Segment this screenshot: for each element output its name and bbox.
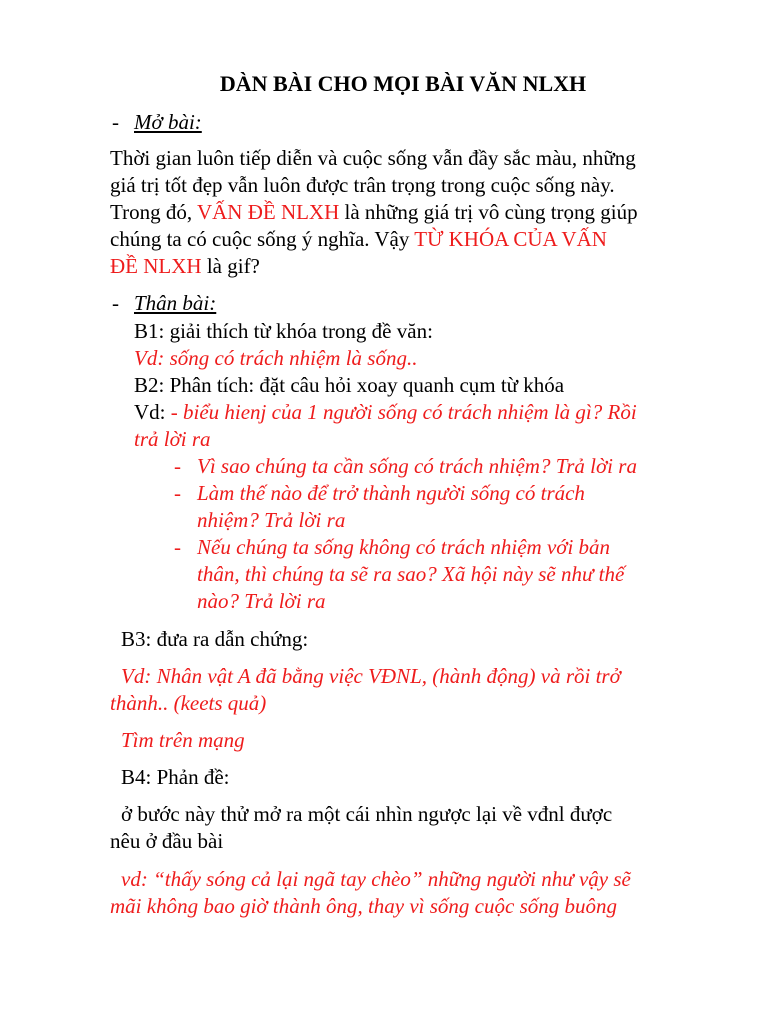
b3-search-note: Tìm trên mạng: [121, 728, 245, 752]
b2-example-line-2: trả lời ra: [134, 427, 211, 451]
mo-bai-line-2: [110, 172, 615, 199]
bullet-1-line-1: Vì sao chúng ta cần sống có trách nhiệm? Trả lời ra: [197, 454, 637, 478]
b2-example-label: Vd:: [134, 400, 171, 424]
b2-step: B2: Phân tích: đặt câu hỏi xoay quanh cụm từ khóa: [134, 373, 565, 397]
mo-bai-dash: -: [112, 110, 119, 134]
b1-example: Vd: sống có trách nhiệm là sống..: [134, 346, 418, 370]
bullet-2-dash: -: [174, 481, 181, 505]
bullet-1-dash: -: [174, 454, 181, 478]
mo-bai-line-5: [110, 253, 260, 280]
b4-text-line-2: nêu ở đầu bài: [110, 829, 224, 853]
document-title: DÀN BÀI CHO MỌI BÀI VĂN NLXH: [219, 71, 587, 96]
mo-bai-line-4-keyword: TỪ KHÓA CỦA VẤN: [414, 227, 607, 251]
b3-step: B3: đưa ra dẫn chứng:: [121, 627, 309, 651]
mo-bai-line-4: [110, 226, 607, 253]
mo-bai-line-1-text: Thời gian luôn tiếp diễn và cuộc sống vẫn đầy sắc màu, những: [110, 146, 636, 170]
mo-bai-line-1: [110, 145, 636, 172]
b2-example-line-1: [134, 399, 637, 426]
than-bai-dash: -: [112, 291, 119, 315]
b4-example-line-1: vd: “thấy sóng cả lại ngã tay chèo” những người như vậy sẽ: [121, 867, 631, 891]
mo-bai-line-3-keyword: VẤN ĐỀ NLXH: [196, 200, 340, 224]
b4-text-line-1: ở bước này thử mở ra một cái nhìn ngược lại về vđnl được: [121, 802, 613, 826]
than-bai-heading: Thân bài:: [134, 291, 217, 315]
mo-bai-line-5-keyword: ĐỀ NLXH: [110, 254, 202, 278]
bullet-3-dash: -: [174, 535, 181, 559]
bullet-2-line-2: nhiệm? Trả lời ra: [197, 508, 346, 532]
mo-bai-heading: Mở bài:: [134, 110, 202, 134]
mo-bai-line-2-text: giá trị tốt đẹp vẫn luôn được trân trọng trong cuộc sống này.: [110, 173, 615, 197]
mo-bai-line-3-text-a: Trong đó,: [110, 200, 197, 224]
bullet-3-line-2: thân, thì chúng ta sẽ ra sao? Xã hội này sẽ như thế: [197, 562, 625, 586]
b3-example-line-2: thành.. (keets quả): [110, 691, 267, 715]
bullet-2-line-1: Làm thế nào để trở thành người sống có trách: [197, 481, 585, 505]
bullet-3-line-3: nào? Trả lời ra: [197, 589, 326, 613]
mo-bai-line-3: [110, 199, 638, 226]
b4-step: B4: Phản đề:: [121, 765, 230, 789]
b4-example-line-2: mãi không bao giờ thành ông, thay vì sống cuộc sống buông: [110, 894, 617, 918]
mo-bai-line-4-text-a: chúng ta có cuộc sống ý nghĩa. Vậy: [110, 227, 415, 251]
bullet-3-line-1: Nếu chúng ta sống không có trách nhiệm với bản: [197, 535, 611, 559]
b3-example-line-1: Vd: Nhân vật A đã bằng việc VĐNL, (hành động) và rồi trở: [121, 664, 621, 688]
mo-bai-line-3-text-b: là những giá trị vô cùng trọng giúp: [339, 200, 638, 224]
mo-bai-line-5-text-b: là gif?: [201, 254, 260, 278]
b1-step: B1: giải thích từ khóa trong đề văn:: [134, 319, 433, 343]
b2-example-text: - biểu hienj của 1 người sống có trách nhiệm là gì? Rồi: [170, 400, 637, 424]
